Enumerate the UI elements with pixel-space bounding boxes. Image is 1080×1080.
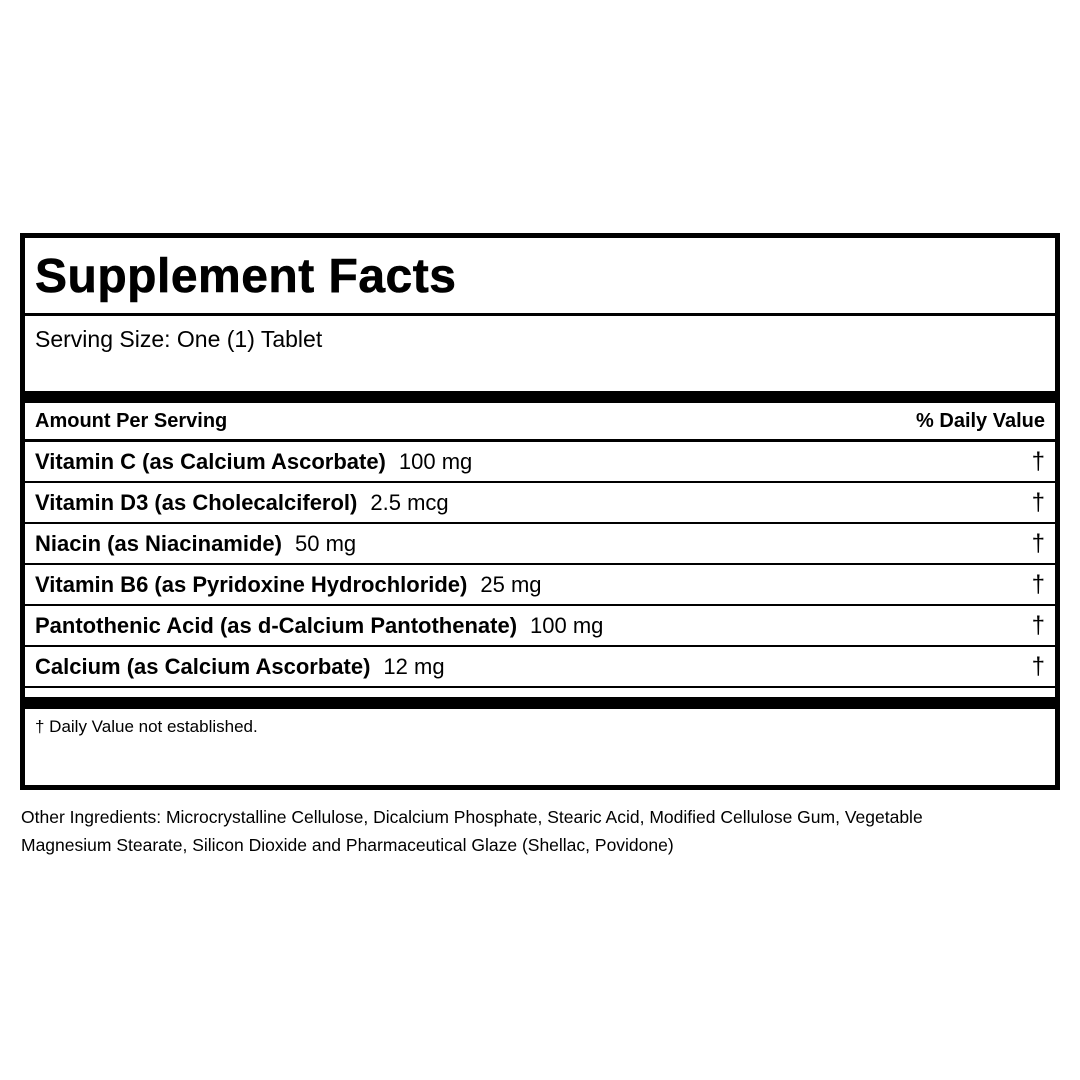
- panel-title: Supplement Facts: [35, 250, 457, 303]
- footnote-section: [25, 709, 1055, 737]
- other-ingredients: [21, 803, 1061, 859]
- nutrient-label: [35, 613, 603, 639]
- other-ingredients-line-2: Magnesium Stearate, Silicon Dioxide and Pharmaceutical Glaze (Shellac, Povidone): [21, 835, 674, 855]
- nutrient-amount: 100 mg: [530, 612, 604, 638]
- nutrient-daily-value: †: [1031, 570, 1045, 598]
- nutrient-daily-value: †: [1031, 652, 1045, 680]
- nutrient-name: Calcium (as Calcium Ascorbate): [35, 653, 371, 679]
- thick-divider-top: [25, 391, 1055, 403]
- title-section: [25, 238, 1055, 316]
- serving-size: Serving Size: One (1) Tablet: [35, 326, 323, 352]
- nutrient-name: Niacin (as Niacinamide): [35, 530, 282, 556]
- nutrient-list: [25, 442, 1055, 688]
- nutrient-amount: 50 mg: [294, 530, 357, 556]
- nutrient-amount: 25 mg: [480, 571, 542, 597]
- amount-per-serving-label: Amount Per Serving: [35, 409, 228, 432]
- nutrient-amount: 12 mg: [383, 653, 445, 679]
- nutrient-daily-value: †: [1031, 447, 1045, 475]
- nutrient-name: Vitamin D3 (as Cholecalciferol): [35, 489, 358, 515]
- daily-value-footnote: † Daily Value not established.: [35, 717, 258, 736]
- column-header-row: [25, 403, 1055, 442]
- supplement-facts-panel: [20, 233, 1060, 790]
- nutrient-amount: 2.5 mcg: [370, 489, 449, 515]
- nutrient-row: [25, 565, 1055, 606]
- nutrient-row: [25, 483, 1055, 524]
- nutrient-label: [35, 449, 472, 475]
- nutrient-name: Vitamin C (as Calcium Ascorbate): [35, 448, 386, 474]
- nutrient-name: Pantothenic Acid (as d-Calcium Pantothenate): [35, 612, 518, 638]
- nutrient-row: [25, 606, 1055, 647]
- nutrient-label: [35, 490, 449, 516]
- nutrient-label: [35, 572, 542, 598]
- nutrient-name: Vitamin B6 (as Pyridoxine Hydrochloride): [35, 571, 468, 597]
- serving-size-section: [25, 316, 1055, 391]
- nutrient-daily-value: †: [1031, 529, 1045, 557]
- nutrient-row: [25, 524, 1055, 565]
- empty-row: [25, 688, 1055, 697]
- nutrient-label: [35, 654, 445, 680]
- nutrient-daily-value: †: [1031, 488, 1045, 516]
- daily-value-label: % Daily Value: [916, 409, 1045, 432]
- other-ingredients-line-1: Other Ingredients: Microcrystalline Cellulose, Dicalcium Phosphate, Stearic Acid, Modified Cellulose Gum, Vegetable: [21, 807, 923, 827]
- nutrient-row: [25, 647, 1055, 688]
- nutrient-label: [35, 531, 356, 557]
- thick-divider-bottom: [25, 697, 1055, 709]
- nutrient-daily-value: †: [1031, 611, 1045, 639]
- nutrient-amount: 100 mg: [398, 448, 473, 474]
- nutrient-row: [25, 442, 1055, 483]
